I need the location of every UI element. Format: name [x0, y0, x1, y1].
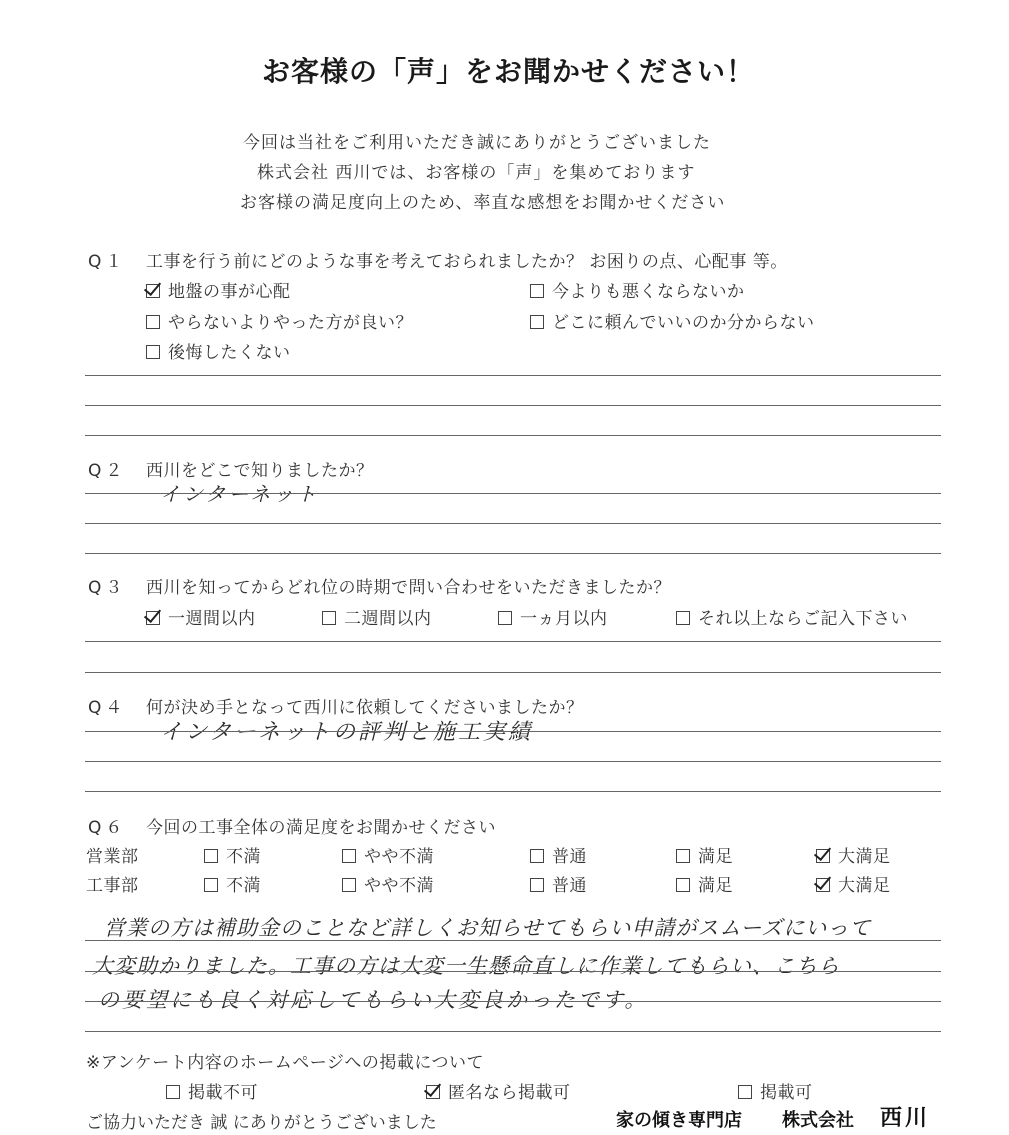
checkbox-icon[interactable] [530, 284, 544, 298]
publish-option-2[interactable]: 匿名なら掲載可 [426, 1078, 571, 1103]
construction-option-3[interactable]: 普通 [530, 871, 587, 896]
checkbox-icon[interactable] [342, 878, 356, 892]
sales-option-4[interactable]: 満足 [676, 842, 733, 867]
answer-line [85, 375, 941, 376]
comment-line-3: の要望にも良く対応してもらい大変良かったです。 [98, 988, 649, 1012]
answer-line [85, 971, 941, 972]
checkbox-icon[interactable] [676, 611, 690, 625]
q3-question: 西川を知ってからどれ位の時期で問い合わせをいただきましたか？ [146, 578, 671, 598]
q6-question: 今回の工事全体の満足度をお聞かせください [146, 818, 496, 838]
answer-line [85, 672, 941, 673]
sales-option-5[interactable]: 大満足 [816, 842, 891, 867]
intro-line-3: お客様の満足度向上のため、率直な感想をお聞かせください [240, 193, 726, 213]
q1-question: 工事を行う前にどのような事を考えておられましたか？ お困りの点、心配事 等。 [146, 252, 788, 272]
checkbox-icon[interactable] [322, 611, 336, 625]
checkbox-checked-icon[interactable] [816, 849, 830, 863]
q4-number: Q４ [88, 698, 127, 718]
q3-number: Q３ [88, 578, 127, 598]
answer-line [85, 940, 941, 941]
q1-option-5[interactable]: 後悔したくない [146, 338, 291, 363]
answer-line [85, 553, 941, 554]
q3-option-3[interactable]: 一ヵ月以内 [498, 604, 608, 629]
sales-option-1[interactable]: 不満 [204, 842, 261, 867]
footer-thanks: ご協力いただき 誠 にありがとうございました [86, 1113, 437, 1133]
construction-option-4[interactable]: 満足 [676, 871, 733, 896]
answer-line [85, 493, 941, 494]
q1-option-2[interactable]: 今よりも悪くならないか [530, 277, 745, 302]
publish-option-3[interactable]: 掲載可 [738, 1078, 813, 1103]
checkbox-checked-icon[interactable] [426, 1085, 440, 1099]
q1-number: Q１ [88, 252, 127, 272]
construction-option-5[interactable]: 大満足 [816, 871, 891, 896]
q4-answer: インターネットの評判と施工実績 [160, 720, 534, 745]
q6-row-label-construction: 工事部 [86, 876, 139, 896]
checkbox-checked-icon[interactable] [146, 284, 160, 298]
footer-shop: 家の傾き専門店 [616, 1110, 742, 1131]
sales-option-3[interactable]: 普通 [530, 842, 587, 867]
answer-line [85, 435, 941, 436]
checkbox-icon[interactable] [738, 1085, 752, 1099]
checkbox-checked-icon[interactable] [146, 611, 160, 625]
q2-question: 西川をどこで知りましたか？ [146, 461, 374, 481]
q1-option-4[interactable]: どこに頼んでいいのか分からない [530, 308, 815, 333]
answer-line [85, 1031, 941, 1032]
checkbox-icon[interactable] [530, 878, 544, 892]
checkbox-icon[interactable] [530, 315, 544, 329]
q2-number: Q２ [88, 461, 127, 481]
answer-line [85, 641, 941, 642]
footer-company-name: 西川 [880, 1106, 931, 1131]
checkbox-icon[interactable] [204, 849, 218, 863]
checkbox-icon[interactable] [342, 849, 356, 863]
checkbox-icon[interactable] [166, 1085, 180, 1099]
construction-option-2[interactable]: やや不満 [342, 871, 434, 896]
checkbox-checked-icon[interactable] [816, 878, 830, 892]
answer-line [85, 523, 941, 524]
checkbox-icon[interactable] [530, 849, 544, 863]
q3-option-4[interactable]: それ以上ならご記入下さい [676, 604, 908, 629]
checkbox-icon[interactable] [676, 849, 690, 863]
checkbox-icon[interactable] [146, 345, 160, 359]
q3-option-2[interactable]: 二週間以内 [322, 604, 432, 629]
q1-option-3[interactable]: やらないよりやった方が良い？ [146, 308, 413, 333]
answer-line [85, 791, 941, 792]
answer-line [85, 405, 941, 406]
comment-line-2: 大変助かりました。工事の方は大変一生懸命直しに作業してもらい、こちら [92, 954, 840, 978]
publish-option-1[interactable]: 掲載不可 [166, 1078, 258, 1103]
checkbox-icon[interactable] [146, 315, 160, 329]
answer-line [85, 761, 941, 762]
comment-line-1: 営業の方は補助金のことなど詳しくお知らせてもらい申請がスムーズにいって [104, 916, 872, 940]
q3-option-1[interactable]: 一週間以内 [146, 604, 256, 629]
page-title: お客様の「声」をお聞かせください！ [262, 55, 756, 88]
intro-line-2: 株式会社 西川では、お客様の「声」を集めております [257, 163, 696, 183]
sales-option-2[interactable]: やや不満 [342, 842, 434, 867]
q6-number: Q６ [88, 818, 127, 838]
q1-option-1[interactable]: 地盤の事が心配 [146, 277, 291, 302]
publish-heading: ※アンケート内容のホームページへの掲載について [86, 1053, 485, 1073]
construction-option-1[interactable]: 不満 [204, 871, 261, 896]
q6-row-label-sales: 営業部 [86, 847, 139, 867]
answer-line [85, 731, 941, 732]
intro-line-1: 今回は当社をご利用いただき誠にありがとうございました [243, 133, 711, 153]
checkbox-icon[interactable] [204, 878, 218, 892]
q2-answer: インターネット [160, 482, 320, 506]
q4-question: 何が決め手となって西川に依頼してくださいましたか？ [146, 698, 584, 718]
answer-line [85, 1001, 941, 1002]
footer-company: 株式会社 [782, 1110, 854, 1131]
checkbox-icon[interactable] [676, 878, 690, 892]
checkbox-icon[interactable] [498, 611, 512, 625]
